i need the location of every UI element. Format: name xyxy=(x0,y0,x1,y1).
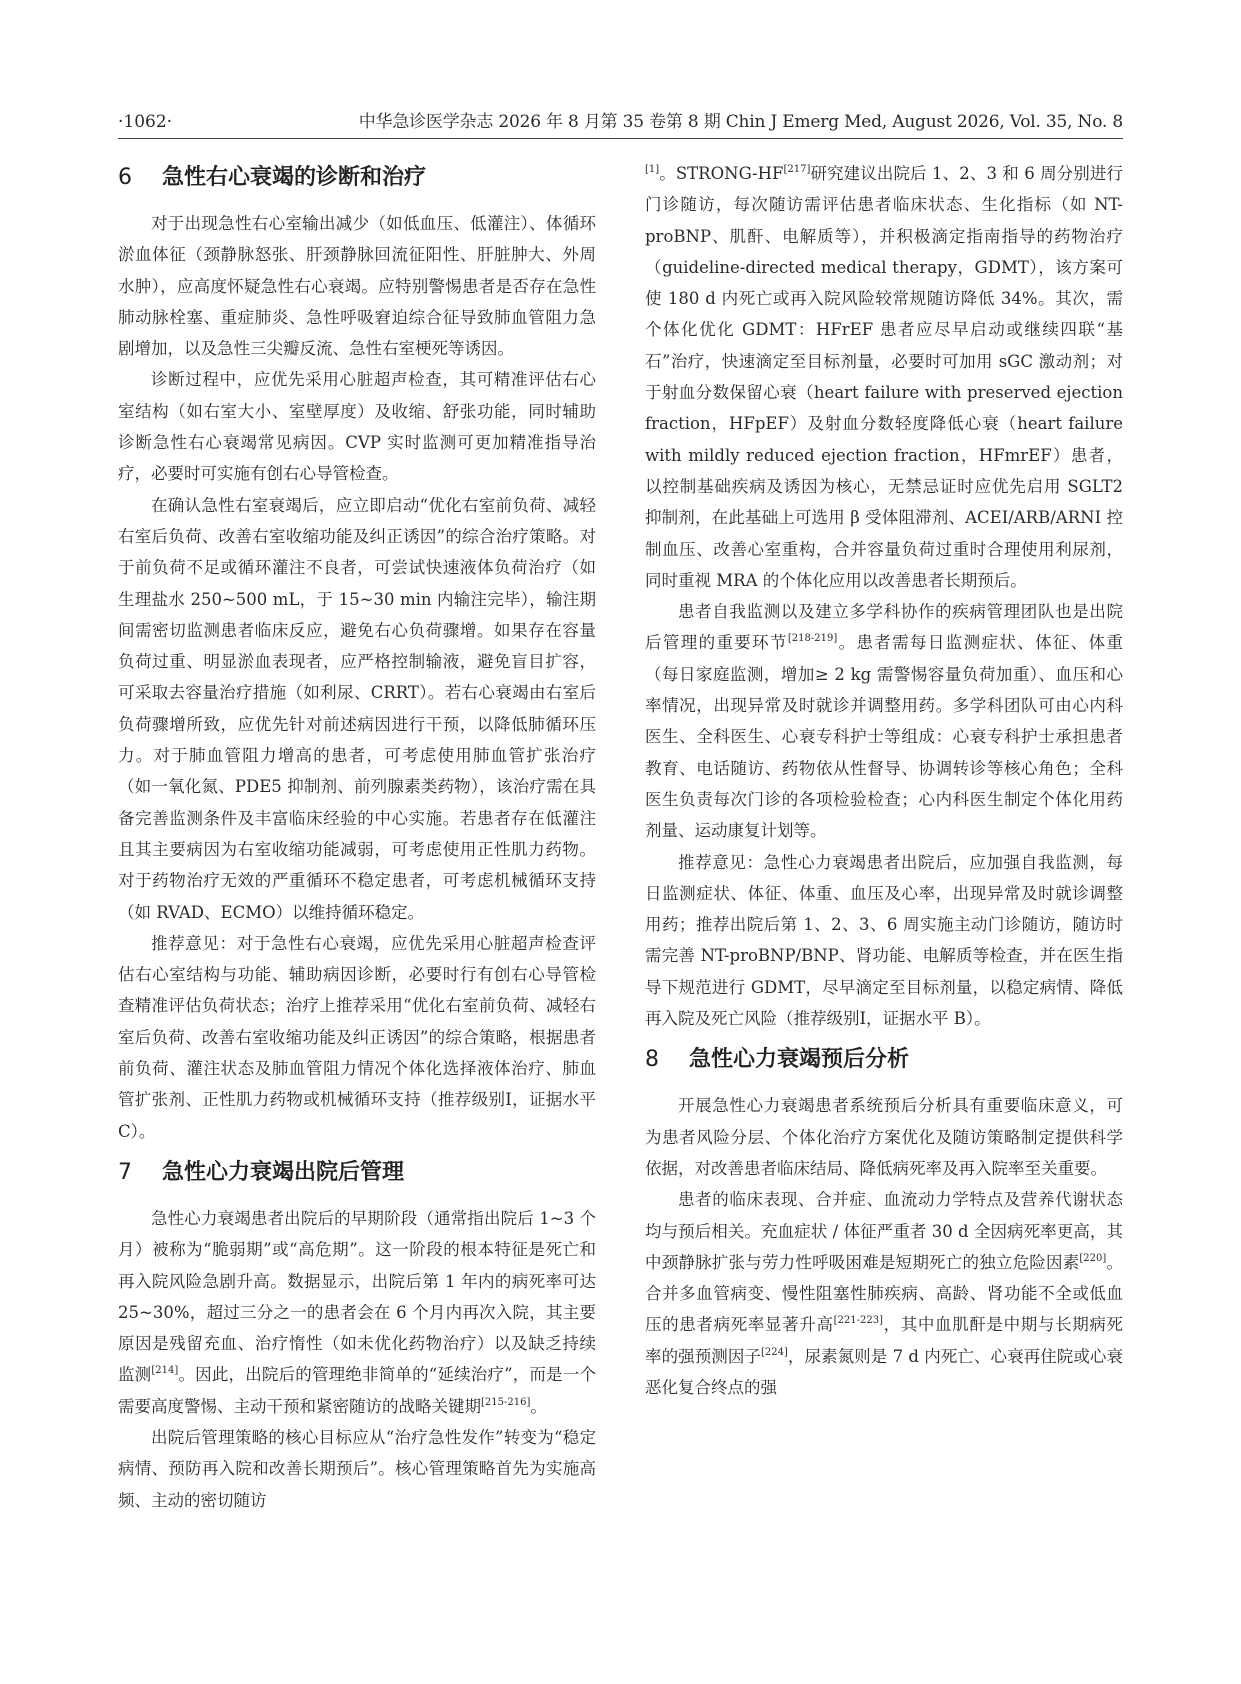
text-run: 。因此，出院后的管理绝非简单的“延续治疗”，而是一个需要高度警惕、主动干预和紧密随访的战略关键期 xyxy=(118,1365,596,1416)
running-header xyxy=(118,110,1123,139)
recommendation-paragraph: 推荐意见：急性心力衰竭患者出院后，应加强自我监测，每日监测症状、体征、体重、血压及心率，出现异常及时就诊调整用药；推荐出院后第 1、2、3、6 周实施主动门诊随访，随访时需完善 NT-proBNP/BNP、肾功能、电解质等检查，并在医生指导下规范进行 GDMT，尽早滴定至目标剂量，以稳定病情、降低再入院及死亡风险（推荐级别Ⅰ，证据水平 B）。 xyxy=(645,852,1123,1029)
paragraph: 诊断过程中，应优先采用心脏超声检查，其可精准评估右心室结构（如右室大小、室壁厚度）及收缩、舒张功能，同时辅助诊断急性右心衰竭常见病因。CVP 实时监测可更加精准指导治疗，必要时可实施有创右心导管检查。 xyxy=(118,370,596,484)
paragraph-continued xyxy=(645,158,1123,596)
citation: [218-219] xyxy=(787,633,838,645)
left-column xyxy=(118,158,596,1516)
text-run: ，其中血肌酐是中期与长期病死率的强预测因子 xyxy=(645,1315,1124,1366)
right-column xyxy=(645,158,1123,1403)
section-title: 急性心力衰竭出院后管理 xyxy=(162,1159,405,1185)
citation: [224] xyxy=(760,1346,788,1358)
section-8-heading xyxy=(645,1040,1123,1080)
text-run: 。合并多血管病变、慢性阻塞性肺疾病、高龄、肾功能不全或低血压的患者病死率显著升高 xyxy=(645,1252,1124,1335)
section-number: 8 xyxy=(645,1047,659,1073)
text-run: 。患者需每日监测症状、体征、体重（每日家庭监测，增加≥ 2 kg 需警惕容量负荷加重）、血压和心率情况，出现异常及时就诊并调整用药。多学科团队可由心内科医生、全科医生、心衰专科护士等组成：心衰专科护士承担患者教育、电话随访、药物依从性督导、协调转诊等核心角色；全科医生负责每次门诊的各项检验检查；心内科医生制定个体化用药剂量、运动康复计划等。 xyxy=(645,633,1124,841)
citation: [221-223] xyxy=(833,1315,883,1327)
section-6-heading xyxy=(118,158,596,198)
text-run: 研究建议出院后 1、2、3 和 6 周分别进行门诊随访，每次随访需评估患者临床状态、生化指标（如 NT-proBNP、肌酐、电解质等），并积极滴定指南指导的药物治疗（guideline-directed medical therapy，GDMT），该方案可使 180 d 内死亡或再入院风险较常规随访降低 34%。其次，需个体化优化 GDMT：HFrEF 患者应尽早启动或继续四联“基石”治疗，快速滴定至目标剂量，必要时可加用 sGC 激动剂；对于射血分数保留心衰（heart failure with preserved ejection fraction，HFpEF）及射血分数轻度降低心衰（heart failure with mildly reduced ejection fraction，HFmrEF）患者，以控制基础疾病及诱因为核心，无禁忌证时应优先启用 SGLT2 抑制剂，在此基础上可选用 β 受体阻滞剂、ACEI/ARB/ARNI 控制血压、改善心室重构，合并容量负荷过重时合理使用利尿剂，同时重视 MRA 的个体化应用以改善患者长期预后。 xyxy=(645,164,1123,590)
citation: [217] xyxy=(783,164,811,175)
citation: [214] xyxy=(151,1365,179,1377)
paragraph: 开展急性心力衰竭患者系统预后分析具有重要临床意义，可为患者风险分层、个体化治疗方案优化及随访策略制定提供科学依据，对改善患者临床结局、降低病死率及再入院率至关重要。 xyxy=(645,1096,1123,1178)
recommendation-paragraph: 推荐意见：对于急性右心衰竭，应优先采用心脏超声检查评估右心室结构与功能、辅助病因诊断，必要时行有创右心导管检查精准评估负荷状态；治疗上推荐采用“优化右室前负荷、减轻右室后负荷、改善右室收缩功能及纠正诱因”的综合策略，根据患者前负荷、灌注状态及肺血管阻力情况个体化选择液体治疗、肺血管扩张剂、正性肌力药物或机械循环支持（推荐级别Ⅰ，证据水平 C）。 xyxy=(118,933,596,1141)
citation: [220] xyxy=(1079,1252,1107,1264)
paragraph xyxy=(645,596,1123,846)
paragraph xyxy=(645,1184,1123,1403)
paragraph xyxy=(118,1422,596,1516)
text-run: 出院后管理策略的核心目标应从“治疗急性发作”转变为“稳定病情、预防再入院和改善长期预后”。核心管理策略首先为实施高频、主动的密切随访 xyxy=(118,1427,596,1510)
section-title: 急性心力衰竭预后分析 xyxy=(689,1047,910,1073)
text-run: ，尿素氮则是 7 d 内死亡、心衰再住院或心衰恶化复合终点的强 xyxy=(645,1346,1123,1397)
section-title: 急性右心衰竭的诊断和治疗 xyxy=(162,165,427,190)
text-run: 。STRONG-HF xyxy=(659,164,784,183)
text-run: 。 xyxy=(530,1396,547,1416)
citation: [215-216] xyxy=(481,1396,531,1408)
text-run: 患者的临床表现、合并症、血流动力学特点及营养代谢状态均与预后相关。充血症状 / 体征严重者 30 d 全因病死率更高，其中颈静脉扩张与劳力性呼吸困难是短期死亡的独立危险因素 xyxy=(645,1190,1123,1272)
paragraph xyxy=(118,1203,596,1422)
paragraph: 对于出现急性右心室输出减少（如低血压、低灌注）、体循环淤血体征（颈静脉怒张、肝颈静脉回流征阳性、肝脏肿大、外周水肿），应高度怀疑急性右心衰竭。应特别警惕患者是否存在急性肺动脉栓塞、重症肺炎、急性呼吸窘迫综合征导致肺血管阻力急剧增加，以及急性三尖瓣反流、急性右室梗死等诱因。 xyxy=(118,214,596,359)
section-number: 6 xyxy=(118,165,132,190)
section-number: 7 xyxy=(118,1159,132,1185)
journal-citation: 中华急诊医学杂志 2026 年 8 月第 35 卷第 8 期 Chin J Emerg Med, August 2026, Vol. 35, No. 8 xyxy=(358,112,1123,132)
text-run: 急性心力衰竭患者出院后的早期阶段（通常指出院后 1~3 个月）被称为“脆弱期”或“高危期”。这一阶段的根本特征是死亡和再入院风险急剧升高。数据显示，出院后第 1 年内的病死率可达 25~30%，超过三分之一的患者会在 6 个月内再次入院，其主要原因是残留充血、治疗惰性（如未优化药物治疗）以及缺乏持续监测 xyxy=(118,1208,596,1385)
text-run: 患者自我监测以及建立多学科协作的疾病管理团队也是出院后管理的重要环节 xyxy=(645,602,1123,653)
paragraph: 在确认急性右室衰竭后，应立即启动“优化右室前负荷、减轻右室后负荷、改善右室收缩功能及纠正诱因”的综合治疗策略。对于前负荷不足或循环灌注不良者，可尝试快速液体负荷治疗（如生理盐水 250~500 mL，于 15~30 min 内输注完毕），输注期间需密切监测患者临床反应，避免右心负荷骤增。如果存在容量负荷过重、明显淤血表现者，应严格控制输液，避免盲目扩容，可采取去容量治疗措施（如利尿、CRRT）。若右心衰竭由右室后负荷骤增所致，应优先针对前述病因进行干预，以降低肺循环压力。对于肺血管阻力增高的患者，可考虑使用肺血管扩张治疗（如一氧化氮、PDE5 抑制剂、前列腺素类药物），该治疗需在具备完善监测条件及丰富临床经验的中心实施。若患者存在低灌注且其主要病因为右室收缩功能减弱，可考虑使用正性肌力药物。对于药物治疗无效的严重循环不稳定患者，可考虑机械循环支持（如 RVAD、ECMO）以维持循环稳定。 xyxy=(118,495,596,922)
page-number: ·1062· xyxy=(118,112,173,132)
section-7-heading xyxy=(118,1153,596,1193)
citation: [1] xyxy=(645,164,660,175)
